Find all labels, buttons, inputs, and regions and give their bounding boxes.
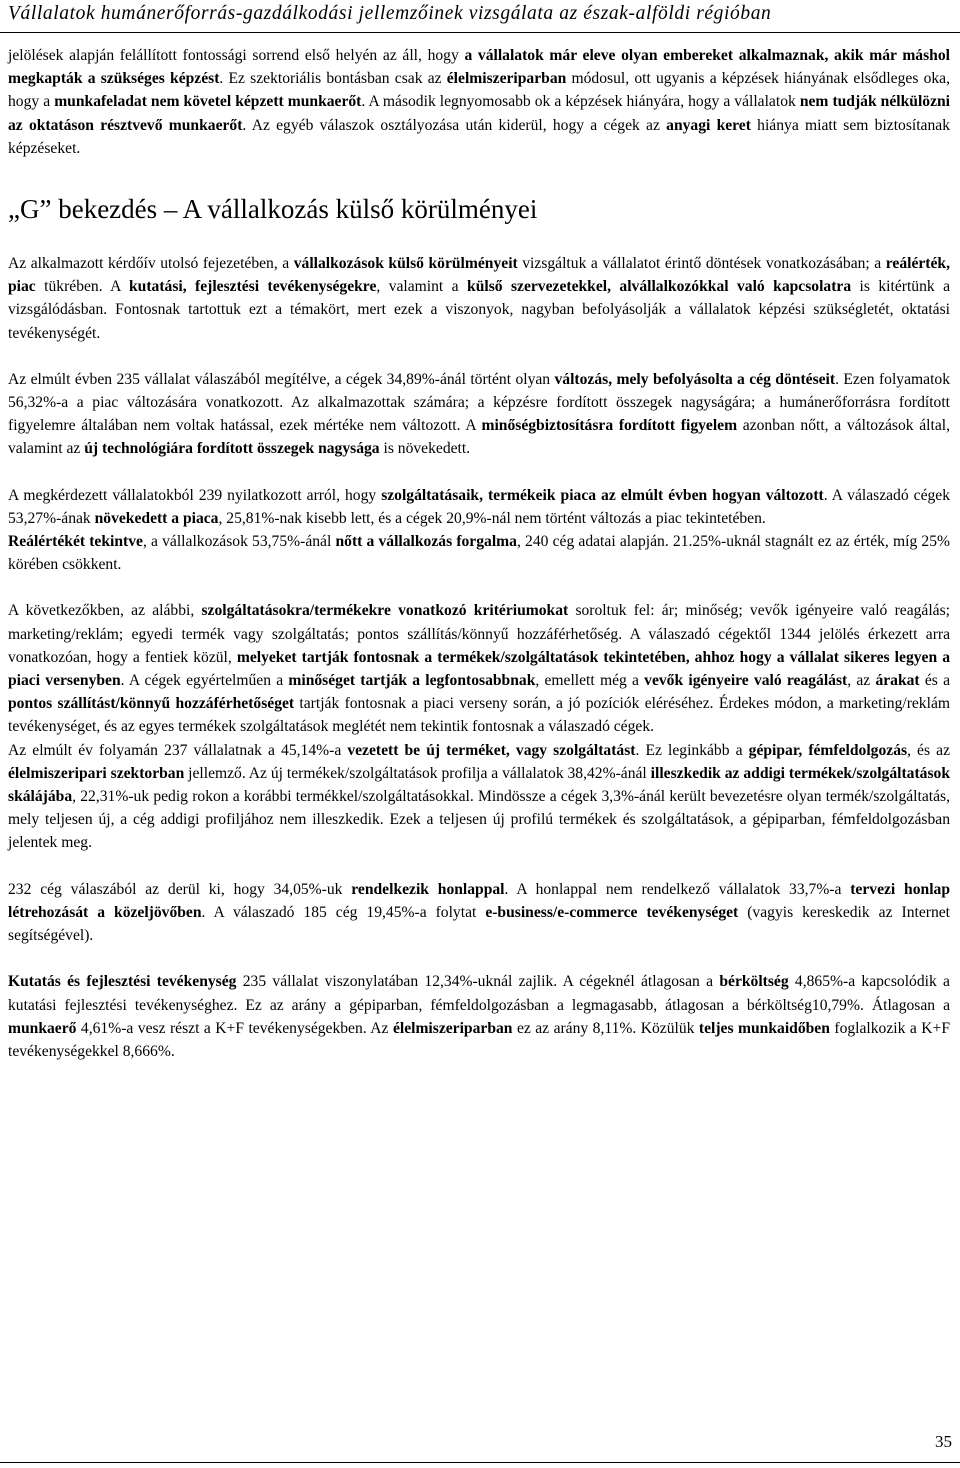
- text-run: ez az arány 8,11%. Közülük: [512, 1019, 699, 1037]
- bold-text-run: nem tudják nélkülözni az oktatáson résztvevő munkaerőt: [8, 93, 951, 134]
- page-footer: [0, 1400, 960, 1468]
- bold-text-run: minőséget tartják a legfontosabbnak: [288, 672, 536, 690]
- paragraph-gap: [8, 947, 950, 970]
- section-heading: „G” bekezdés – A vállalkozás külső körülményei: [8, 194, 538, 225]
- text-run: 4,865%-a kapcsolódik a kutatási fejlesztési tevékenységhez. Ez az arány a gépiparban, fémfeldolgozásban a legmagasabb, átlagosan a bérköltség10,79%. Átlagosan a: [8, 973, 950, 1014]
- bold-text-run: pontos szállítást/könnyű hozzáférhetőséget: [8, 695, 295, 713]
- paragraph: [8, 970, 950, 1063]
- bold-text-run: szolgáltatásaik, termékeik piaca az elmúlt évben hogyan változott: [381, 486, 824, 504]
- bold-text-run: a vállalatok már eleve olyan embereket alkalmaznak, akik már máshol megkapták a szükséges képzést: [8, 47, 950, 88]
- bold-text-run: külső szervezetekkel, alvállalkozókkal való kapcsolatra: [467, 278, 852, 296]
- paragraph-gap: [8, 461, 950, 484]
- paragraph: [8, 599, 950, 738]
- bold-text-run: bérköltség: [719, 973, 789, 991]
- text-run: . A honlappal nem rendelkező vállalatok 33,7%-a: [504, 880, 851, 898]
- bold-text-run: növekedett a piaca: [94, 509, 219, 527]
- bold-text-run: munkafeladat nem követel képzett munkaerőt: [54, 93, 362, 111]
- text-run: is kitértünk a vizsgálódásban. Fontosnak tartottuk ezt a témakört, mert ezek a viszonyok, nagyban befolyásolják a vállalatok képzési szükségletét, oktatási tevékenységét.: [8, 278, 951, 342]
- text-run: , a vállalkozások 53,75%-ánál: [142, 533, 336, 551]
- text-run: . Ez leginkább a: [635, 741, 749, 759]
- text-run: 4,61%-a vesz részt a K+F tevékenységekben. Az: [76, 1019, 393, 1037]
- text-run: soroltuk fel: ár; minőség; vevők igényeire való reagálás; marketing/reklám; egyedi termék vagy szolgáltatás; pontos szállítás/könnyű hozzáférhetőség. A válaszadó cégektől 1344 jelölés érkezett arra vonatkozóan, hogy a fentiek közül,: [8, 602, 950, 666]
- text-run: A következőkben, az alábbi,: [8, 602, 202, 620]
- paragraph: [8, 739, 950, 855]
- footer-divider: [0, 1462, 960, 1463]
- bold-text-run: élelmiszeriparban: [446, 70, 567, 88]
- text-run: (vagyis kereskedik az Internet segítségével).: [8, 903, 950, 945]
- text-run: . A válaszadó 185 cég 19,45%-a folytat: [201, 903, 486, 921]
- running-header: [0, 0, 960, 34]
- paragraph: [8, 44, 950, 160]
- text-run: , 240 cég adatai alapján. 21.25%-uknál stagnált ez az érték, míg 25% körében csökkent.: [8, 533, 951, 574]
- text-run: , 25,81%-nak kisebb lett, és a cégek 20,9%-nál nem történt változás a piac tekintetében.: [218, 509, 766, 527]
- text-run: jellemző. Az új termékek/szolgáltatások profilja a vállalatok 38,42%-ánál: [184, 764, 651, 782]
- text-run: módosul, ott ugyanis a képzések hiányának elsődleges oka, hogy a: [8, 70, 951, 111]
- paragraph: [8, 530, 950, 576]
- bold-text-run: vezetett be új terméket, vagy szolgáltatást: [347, 741, 636, 759]
- bold-text-run: Reálértékét tekintve: [8, 533, 143, 551]
- paragraph-gap: [8, 345, 950, 368]
- bold-text-run: kutatási, fejlesztési tevékenységekre: [129, 278, 377, 296]
- text-run: A megkérdezett vállalatokból 239 nyilatkozott arról, hogy: [8, 486, 382, 504]
- document-body: [8, 44, 950, 1063]
- bold-text-run: anyagi keret: [666, 116, 751, 134]
- text-run: . Ez szektoriális bontásban csak az: [219, 70, 447, 88]
- bold-text-run: minőségbiztosításra fordított figyelem: [481, 417, 738, 435]
- text-run: , 22,31%-uk pedig rokon a korábbi termékkel/szolgáltatásokkal. Mindössze a cégek 3,3%-ánál került bevezetésre olyan termék/szolgáltatás, mely teljesen új, a cég addigi profiljához nem illeszkedik. Ezek a teljesen új profilú termékek és szolgáltatások, a gépiparban, fémfeldolgozásban jelentek meg.: [8, 788, 950, 852]
- text-run: , az: [847, 672, 876, 690]
- text-run: és a: [919, 672, 950, 690]
- bold-text-run: illeszkedik az addigi termékek/szolgáltatások skálájába: [8, 764, 950, 806]
- paragraph: [8, 368, 950, 461]
- text-run: , emellett még a: [535, 672, 645, 690]
- header-divider: [0, 32, 960, 33]
- text-run: . A második legnyomosabb ok a képzések hiányára, hogy a vállalatok: [361, 93, 800, 111]
- text-run: tükrében. A: [35, 278, 129, 296]
- paragraph: [8, 878, 950, 948]
- text-run: Az alkalmazott kérdőív utolsó fejezetében, a: [8, 255, 294, 273]
- paragraph: [8, 252, 950, 345]
- bold-text-run: változás, mely befolyásolta a cég döntéseit: [554, 370, 836, 388]
- text-run: 232 cég válaszából az derül ki, hogy 34,05%-uk: [8, 880, 352, 898]
- text-run: Az elmúlt évben 235 vállalat válaszából megítélve, a cégek 34,89%-ánál történt olyan: [8, 370, 555, 388]
- text-run: , és az: [907, 741, 950, 759]
- paragraph-gap: [8, 855, 950, 878]
- bold-text-run: szolgáltatásokra/termékekre vonatkozó kritériumokat: [201, 602, 569, 620]
- text-run: . A válaszadó cégek 53,27%-ának: [8, 486, 950, 527]
- text-run: foglalkozik a K+F tevékenységekkel 8,666%.: [8, 1019, 950, 1060]
- bold-text-run: élelmiszeripari szektorban: [8, 764, 185, 782]
- text-run: jelölések alapján felállított fontossági sorrend első helyén az áll, hogy: [8, 47, 465, 64]
- text-run: . Ezen folyamatok 56,32%-a a piac változására vonatkozott. Az alkalmazottak számára; a képzésre fordított összegek nagyságára; a humánerőforrásra fordított figyelemre általában nem voltak hatással, ezek mértéke nem változott. A: [8, 370, 950, 435]
- bold-text-run: nőtt a vállalkozás forgalma: [335, 533, 517, 551]
- bold-text-run: új technológiára fordított összegek nagysága: [84, 440, 380, 458]
- text-run: Az elmúlt év folyamán 237 vállalatnak a 45,14%-a: [8, 741, 348, 759]
- text-run: . A cégek egyértelműen a: [120, 672, 289, 690]
- text-run: is növekedett.: [379, 440, 471, 458]
- bold-text-run: reálérték, piac: [8, 255, 950, 296]
- bold-text-run: tervezi honlap létrehozását a közeljövőben: [8, 880, 950, 921]
- bold-text-run: gépipar, fémfeldolgozás: [748, 741, 908, 759]
- text-run: , valamint a: [376, 278, 468, 296]
- paragraph-gap: [8, 576, 950, 599]
- bold-text-run: élelmiszeriparban: [392, 1019, 513, 1037]
- text-run: tartják fontosnak a piaci verseny során, a jó pozíciók eléréséhez. Érdekes módon, a marketing/reklám tevékenységet, és az egyes termékek szolgáltatások meglétét nem tekintik fontosnak a válaszadó cégek.: [8, 695, 950, 736]
- bold-text-run: Kutatás és fejlesztési tevékenység: [8, 973, 237, 991]
- bold-text-run: e-business/e-commerce tevékenységet: [485, 903, 739, 921]
- text-run: . Az egyéb válaszok osztályozása után kiderül, hogy a cégek az: [242, 116, 667, 134]
- bold-text-run: melyeket tartják fontosnak a termékek/szolgáltatások tekintetében, ahhoz hogy a vállalat sikeres legyen a piaci versenyben: [8, 648, 950, 690]
- bold-text-run: munkaerő: [8, 1019, 77, 1037]
- bold-text-run: vevők igényeire való reagálást: [644, 672, 848, 690]
- running-header-title: Vállalatok humánerőforrás-gazdálkodási jellemzőinek vizsgálata az észak-alföldi régióban: [8, 3, 772, 24]
- page-number: 35: [935, 1432, 952, 1451]
- text-run: azonban nőtt, a változások által, valamint az: [8, 417, 951, 458]
- text-run: 235 vállalat viszonylatában 12,34%-uknál zajlik. A cégeknél átlagosan a: [236, 973, 720, 991]
- bold-text-run: vállalkozások külső körülményeit: [293, 255, 518, 273]
- text-run: hiánya miatt sem biztosítanak képzéseket.: [8, 116, 950, 157]
- bold-text-run: rendelkezik honlappal: [351, 880, 505, 898]
- bold-text-run: teljes munkaidőben: [698, 1019, 830, 1037]
- paragraph: [8, 484, 950, 530]
- bold-text-run: árakat: [875, 672, 920, 690]
- text-run: vizsgáltuk a vállalatot érintő döntések vonatkozásában; a: [517, 255, 886, 273]
